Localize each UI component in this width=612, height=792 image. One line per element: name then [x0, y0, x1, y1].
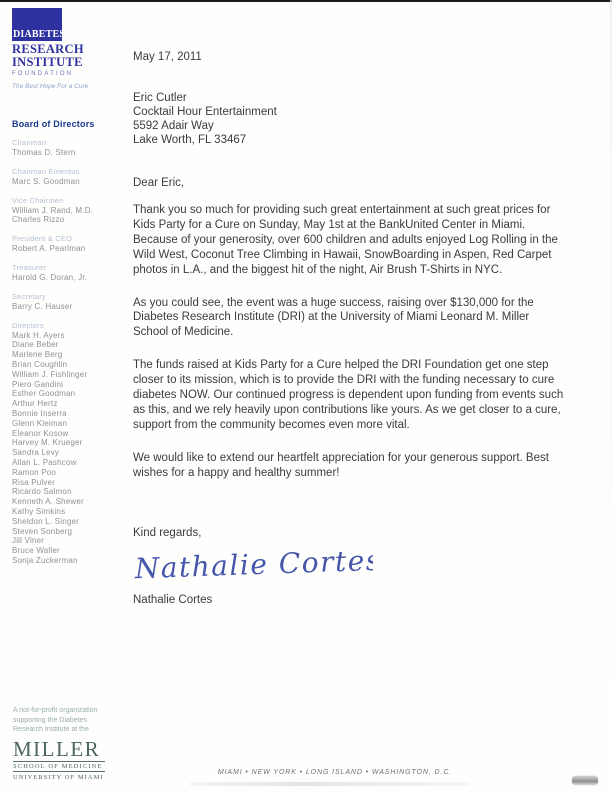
- board-member-name: Kenneth A. Shewer: [12, 497, 84, 507]
- board-of-directors-title: Board of Directors: [12, 119, 95, 129]
- scan-edge-artifact-top: [0, 0, 612, 2]
- board-member-name: Diane Beber: [12, 340, 59, 350]
- board-groups-list: [12, 138, 126, 566]
- board-role-label: Directors: [12, 320, 44, 330]
- scan-smudge-artifact: [190, 782, 470, 786]
- typed-signature-name: Nathalie Cortes: [133, 593, 213, 606]
- recipient-line: Lake Worth, FL 33467: [133, 134, 247, 146]
- board-role-label: Chairman: [12, 138, 47, 147]
- letter-paragraph: Thank you so much for providing such great entertainment at such great prices for Kids Party for a Cure on Sunday, May 1st at the BankUnited Center in Miami. Because of your generosity, over 600 children and adults enjoyed Log Rolling in the Wild West, Coconut Tree Climbing in Hawaii, SnowBoarding in Aspen, Red Carpet photos in L.A., and the biggest hit of the night, Air Brush T-Shirts in NYC.: [133, 204, 558, 276]
- letterhead-sidebar: [12, 8, 126, 566]
- miller-wordmark: MILLER: [13, 736, 101, 761]
- board-role-label: Secretary: [12, 291, 46, 301]
- board-member-name: William J. Fishlinger: [12, 369, 88, 379]
- recipient-line: 5592 Adair Way: [133, 120, 214, 132]
- board-member-name: Thomas D. Stern: [12, 148, 76, 157]
- university-of-miami-label: UNIVERSITY OF MIAMI: [13, 773, 104, 781]
- board-member-name: Sandra Levy: [12, 448, 60, 458]
- board-member-name: Brian Coughlin: [12, 359, 68, 369]
- handwritten-signature: [133, 545, 565, 595]
- board-role-label: Chairman Emeritus: [12, 166, 80, 176]
- board-group: [12, 234, 126, 254]
- logo-word-institute: INSTITUTE: [12, 54, 83, 69]
- letter-paragraph: We would like to extend our heartfelt appreciation for your generous support. Best wishes for a happy and healthy summer!: [133, 451, 549, 479]
- board-member-name: William J. Rand, M.D.: [12, 205, 94, 215]
- signature-script-text: Nathalie Cortes: [134, 544, 373, 585]
- board-group: [12, 138, 126, 158]
- board-member-name: Risa Pulver: [12, 477, 56, 487]
- board-member-name: Ricardo Salmon: [12, 487, 72, 497]
- board-member-name: Sheldon L. Singer: [12, 516, 80, 526]
- board-member-name: Jill Viner: [12, 536, 45, 546]
- closing-line: Kind regards,: [133, 526, 202, 539]
- board-role-label: Vice Chairmen: [12, 195, 64, 205]
- board-group: [12, 321, 126, 566]
- board-member-name: Esther Goodman: [12, 389, 76, 399]
- board-member-name: Robert A. Pearlman: [12, 244, 86, 254]
- board-role-label: President & CEO: [12, 234, 73, 244]
- logo-blue-square: [12, 8, 66, 41]
- recipient-line: Cocktail Hour Entertainment: [133, 106, 277, 118]
- board-member-name: Marlene Berg: [12, 350, 63, 360]
- board-member-name: Sonja Zuckerman: [12, 555, 78, 565]
- board-group: [12, 263, 126, 283]
- recipient-address-block: [133, 91, 565, 147]
- miller-school-affiliation: [13, 706, 125, 781]
- board-member-name: Harold G. Doran, Jr.: [12, 272, 88, 282]
- board-member-name: Glenn Kleiman: [12, 418, 68, 428]
- affiliation-line: Research Institute at the: [13, 726, 89, 733]
- signature-ink-svg: [133, 545, 373, 595]
- letter-body: [133, 50, 565, 608]
- affiliation-line: supporting the Diabetes: [13, 716, 87, 724]
- board-member-name: Harvey M. Krueger: [12, 438, 83, 448]
- dri-foundation-logo: [12, 8, 126, 90]
- board-member-name: Eleanor Kosow: [12, 428, 69, 438]
- board-member-name: Barry C. Hauser: [12, 301, 73, 311]
- affiliation-line: A not-for-profit organization: [13, 707, 98, 714]
- board-group: [12, 196, 126, 226]
- school-of-medicine-label: SCHOOL OF MEDICINE: [13, 761, 105, 772]
- board-member-name: Arthur Hertz: [12, 399, 58, 409]
- corner-stamp-mark: [572, 776, 598, 785]
- board-member-name: Allan L. Pashcow: [12, 457, 77, 467]
- letter-paragraph: As you could see, the event was a huge success, raising over $130,000 for the Diabetes Research Institute (DRI) at the University of Miami Leonard M. Miller School of Medicine.: [133, 296, 534, 339]
- board-member-name: Ramon Poo: [12, 467, 57, 477]
- footer-city-list: MIAMI • NEW YORK • LONG ISLAND • WASHINGTON, D.C.: [217, 769, 453, 776]
- board-group: [12, 292, 126, 312]
- logo-tagline: The Best Hope For a Cure: [12, 83, 89, 90]
- board-role-label: Treasurer: [12, 262, 47, 272]
- board-member-name: Mark H. Ayers: [12, 330, 65, 340]
- letter-date: May 17, 2011: [133, 51, 202, 63]
- logo-word-diabetes: DIABETES: [13, 29, 66, 40]
- logo-word-foundation: FOUNDATION: [12, 71, 74, 77]
- board-member-name: Piero Gandini: [12, 379, 64, 389]
- logo-word-research: RESEARCH: [12, 42, 84, 56]
- board-member-name: Charles Rizzo: [12, 215, 65, 225]
- salutation: Dear Eric,: [133, 177, 185, 189]
- recipient-line: Eric Cutler: [133, 92, 187, 104]
- board-group: [12, 167, 126, 187]
- board-member-name: Bonnie Inserra: [12, 408, 67, 418]
- letter-paragraph: The funds raised at Kids Party for a Cure helped the DRI Foundation get one step closer to its mission, which is to provide the DRI with the funding necessary to cure diabetes NOW. Our continued progress is dependent upon funding from events such as this, and we rely heavily upon contributions like yours. As we get closer to a cure, support from the community becomes even more vital.: [133, 359, 564, 431]
- board-member-name: Bruce Waller: [12, 546, 60, 556]
- board-member-name: Kathy Simkins: [12, 506, 66, 516]
- letter-paragraphs: [133, 203, 565, 481]
- board-member-name: Steven Sonberg: [12, 526, 73, 536]
- affiliation-lines: [13, 706, 125, 735]
- board-member-name: Marc S. Goodman: [12, 176, 80, 186]
